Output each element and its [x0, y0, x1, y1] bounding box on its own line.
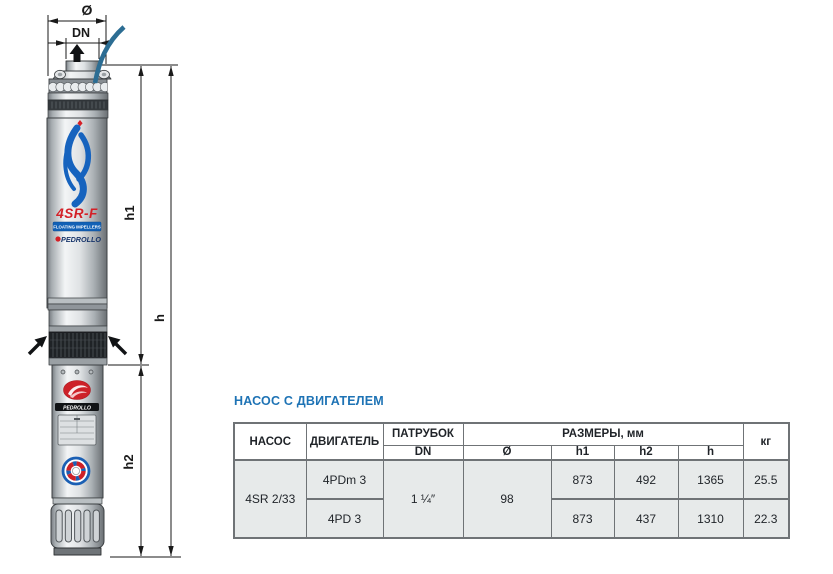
cell-outlet-dn: 1 ¼″ [383, 460, 463, 538]
strainer-bottom-ring [49, 358, 107, 365]
spec-section [233, 394, 793, 539]
section-title: НАСОС С ДВИГАТЕЛЕМ [234, 394, 384, 408]
cell-motor: 4PDm 3 [306, 460, 383, 499]
col-header-diameter: Ø [463, 445, 551, 460]
dim-label-h1: h1 [122, 205, 137, 221]
cell-weight: 22.3 [743, 499, 789, 538]
col-header-h: h [678, 445, 743, 460]
flow-direction-arrow [70, 44, 85, 62]
impeller-banner-label: FLOATING IMPELLERS [53, 224, 101, 230]
cell-h: 1365 [678, 460, 743, 499]
cell-h2: 492 [614, 460, 678, 499]
dim-label-h2: h2 [121, 454, 136, 470]
strainer-mesh [49, 332, 107, 358]
cell-motor: 4PD 3 [306, 499, 383, 538]
upper-band-light [48, 93, 108, 100]
pump-model-label: 4SR-F [56, 206, 98, 221]
discharge-port [66, 61, 99, 71]
upper-band-dark [48, 100, 108, 110]
coupling-band-1 [48, 298, 107, 304]
cell-h1: 873 [551, 460, 614, 499]
col-header-weight: кг [743, 423, 789, 460]
col-header-h2: h2 [614, 445, 678, 460]
cell-pump-model: 4SR 2/33 [234, 460, 306, 538]
intake-arrow-left [29, 336, 47, 354]
col-header-outlet: ПАТРУБОК [383, 423, 463, 445]
cell-h1: 873 [551, 499, 614, 538]
dim-label-diameter: Ø [81, 2, 93, 18]
pump-illustration [29, 61, 126, 555]
intake-arrow-right [108, 336, 126, 354]
cell-diameter: 98 [463, 460, 551, 538]
col-header-pump: НАСОС [234, 423, 306, 460]
col-header-dn: DN [383, 445, 463, 460]
motor-red-logo [64, 381, 91, 400]
table-row [234, 460, 789, 499]
strainer-top-ring [49, 326, 107, 332]
col-header-h1: h1 [551, 445, 614, 460]
strainer-collar [49, 310, 107, 326]
cell-h: 1310 [678, 499, 743, 538]
motor-emblem [63, 458, 89, 484]
motor-brand-label: PEDROLLO [63, 405, 91, 412]
dim-label-outlet: DN [71, 26, 91, 40]
upper-band-mid [48, 110, 108, 118]
brand-mark-dot [55, 236, 60, 241]
pump-brand-label: PEDROLLO [61, 235, 101, 244]
scallop-crown [48, 79, 109, 93]
bolt-core-right [102, 73, 107, 77]
col-header-dimensions: РАЗМЕРЫ, мм [463, 423, 743, 445]
dim-label-h: h [152, 314, 167, 322]
col-header-motor: ДВИГАТЕЛЬ [306, 423, 383, 460]
spec-table [233, 422, 790, 539]
bottom-cap-slots [56, 510, 99, 542]
lower-coupling-band [53, 498, 102, 504]
pump-dimension-diagram [0, 0, 220, 574]
cell-weight: 25.5 [743, 460, 789, 499]
bottom-base [54, 548, 101, 555]
coupling-band-2 [48, 304, 107, 310]
cell-h2: 437 [614, 499, 678, 538]
bolt-core-left [58, 73, 63, 77]
motor-rating-plate [58, 415, 96, 445]
